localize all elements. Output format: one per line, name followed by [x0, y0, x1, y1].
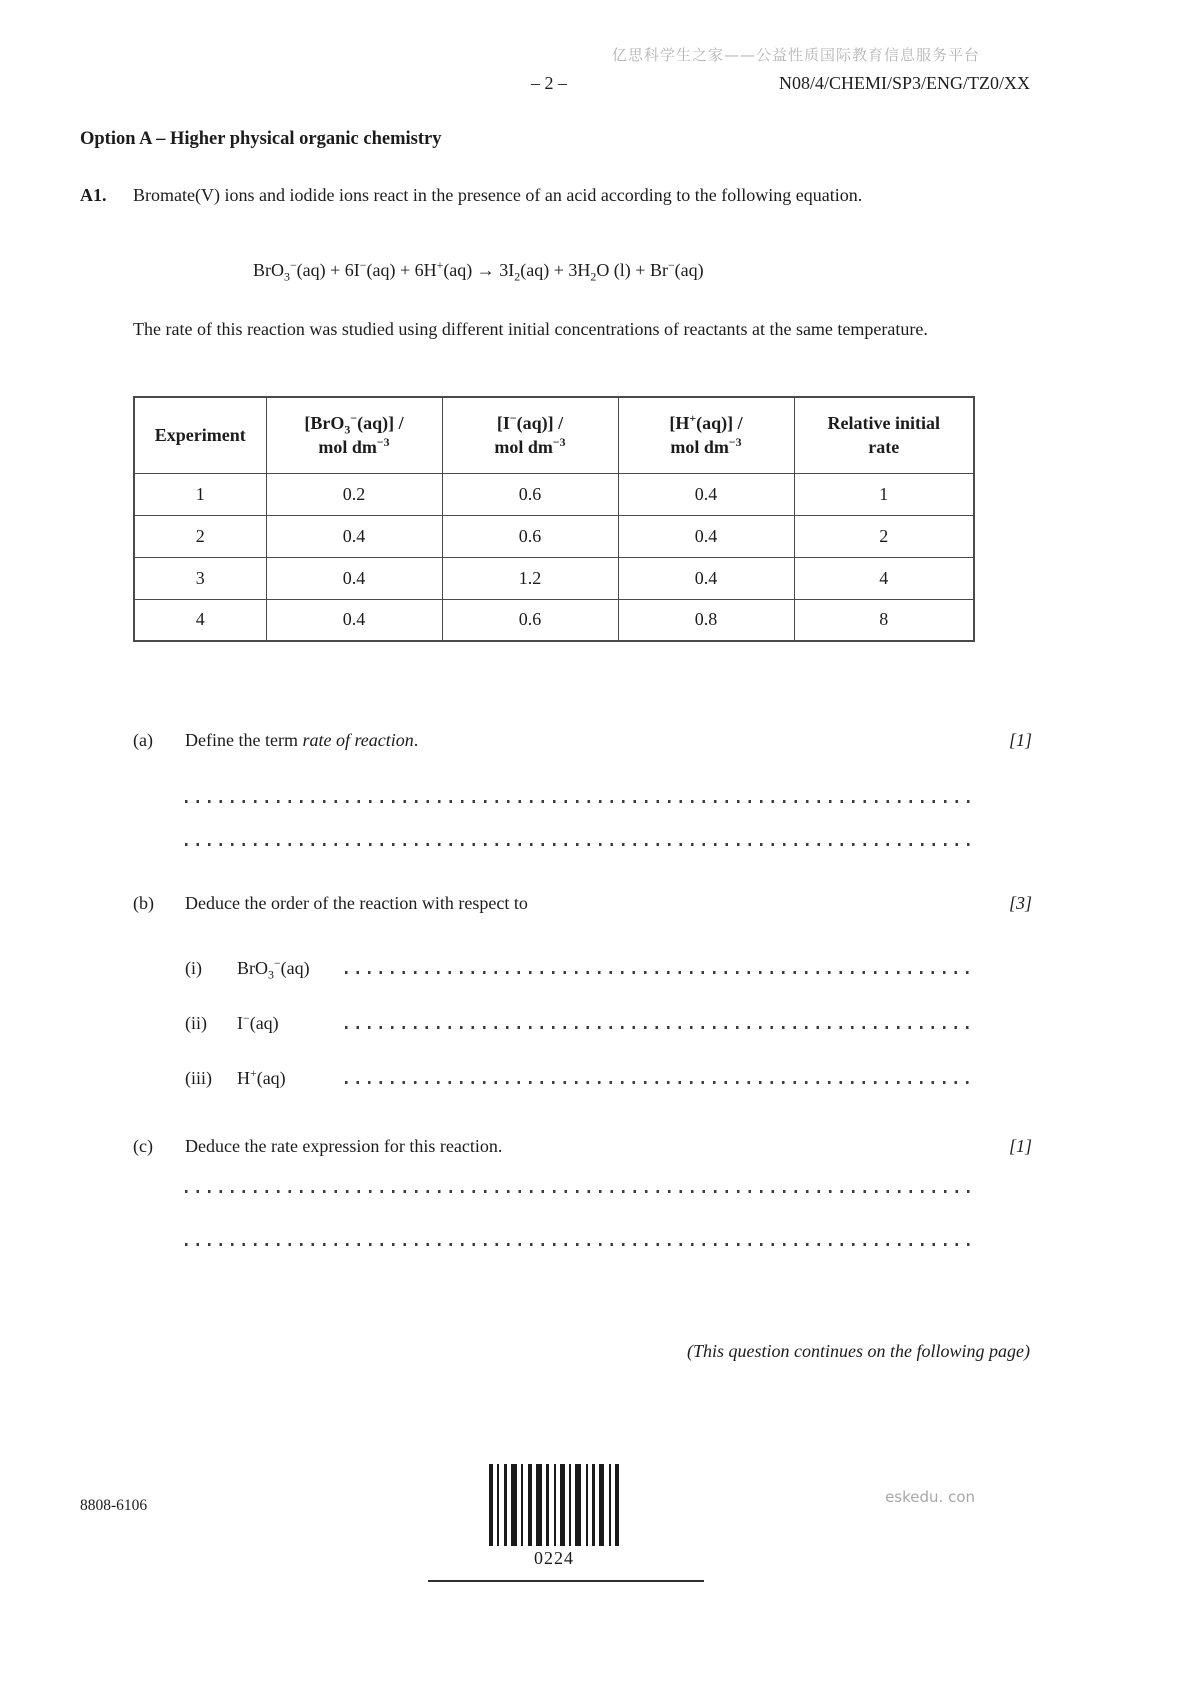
cell: 0.4 [266, 557, 442, 599]
answer-line [345, 1026, 975, 1029]
item-label: (i) [185, 958, 202, 978]
page-number: – 2 – [531, 73, 567, 93]
question-number: A1. [80, 185, 107, 205]
answer-line [185, 1190, 975, 1193]
part-a-label: (a) [133, 730, 153, 750]
paper-code: N08/4/CHEMI/SP3/ENG/TZ0/XX [778, 73, 1030, 93]
table-row [134, 473, 974, 515]
barcode-number: 0224 [534, 1548, 574, 1568]
continuation-note: (This question continues on the following page) [687, 1341, 1030, 1361]
part-c-marks: [1] [1008, 1136, 1032, 1156]
question-a1-intro [80, 182, 1032, 209]
cell: 3 [134, 557, 266, 599]
item-label: (iii) [185, 1068, 212, 1088]
cell: 1 [794, 473, 974, 515]
part-a-prefix: Define the term [185, 730, 303, 750]
results-table [133, 396, 975, 642]
cell: 0.4 [618, 557, 794, 599]
cell: 0.6 [442, 599, 618, 641]
footer-document-code: 8808-6106 [80, 1497, 148, 1514]
col-header-bro3: [BrO$_3$−(aq)] / mol $dm^{-3}$ [266, 397, 442, 473]
site-watermark: eskedu. con [885, 1488, 975, 1506]
cell: 0.4 [618, 515, 794, 557]
cell: 4 [134, 599, 266, 641]
cell: 0.4 [266, 515, 442, 557]
answer-line [345, 971, 975, 974]
answer-line [345, 1081, 975, 1084]
part-b-item-ii [185, 1013, 975, 1034]
table-row [134, 515, 974, 557]
section-title: Option A – Higher physical organic chemistry [80, 129, 442, 149]
cell: 0.4 [618, 473, 794, 515]
part-b-marks: [3] [1008, 893, 1032, 913]
table-row [134, 557, 974, 599]
part-c-label: (c) [133, 1136, 153, 1156]
item-label: (ii) [185, 1013, 207, 1033]
part-a [133, 730, 1032, 751]
cell: 0.2 [266, 473, 442, 515]
part-a-text [185, 730, 1009, 751]
cell: 1 [134, 473, 266, 515]
answer-line [185, 800, 975, 803]
cell: 0.4 [266, 599, 442, 641]
part-c [133, 1136, 1032, 1157]
col-header-rate: Relative initial rate [794, 397, 974, 473]
col-header-iodide: [I−(aq)] / mol $dm^{-3}$ [442, 397, 618, 473]
part-b-item-iii [185, 1068, 975, 1089]
watermark-text: 亿思科学生之家——公益性质国际教育信息服务平台 [611, 46, 980, 64]
part-a-suffix: . [413, 730, 419, 750]
part-a-term: rate of reaction [302, 730, 414, 750]
cell: 2 [134, 515, 266, 557]
part-a-marks: [1] [1008, 730, 1032, 750]
item-formula: BrO$_3$−(aq) [237, 956, 310, 982]
cell: 0.8 [618, 599, 794, 641]
answer-line [185, 1243, 975, 1246]
cell: 0.6 [442, 515, 618, 557]
part-b [133, 893, 1032, 914]
col-header-experiment: Experiment [134, 397, 266, 473]
method-note: The rate of this reaction was studied using different initial concentrations of reactants at the same temperature. [133, 319, 928, 339]
barcode-underline [428, 1580, 704, 1582]
cell: 8 [794, 599, 974, 641]
cell: 0.6 [442, 473, 618, 515]
col-header-hplus: [H+(aq)] / mol $dm^{-3}$ [618, 397, 794, 473]
part-c-text: Deduce the rate expression for this reaction. [185, 1136, 503, 1156]
cell: 1.2 [442, 557, 618, 599]
table-header-row [134, 397, 974, 473]
question-intro-text: Bromate(V) ions and iodide ions react in the presence of an acid according to the following equation. [133, 185, 863, 205]
part-b-text: Deduce the order of the reaction with respect to [185, 893, 528, 913]
item-formula: I−(aq) [237, 1011, 279, 1033]
cell: 2 [794, 515, 974, 557]
item-formula: H+(aq) [237, 1066, 286, 1088]
cell: 4 [794, 557, 974, 599]
table-row [134, 599, 974, 641]
part-b-item-i [185, 956, 975, 982]
answer-line [185, 843, 975, 846]
part-b-label: (b) [133, 893, 154, 913]
barcode [489, 1464, 619, 1546]
chemical-equation: $BrO_3^-(aq) + 6I^-(aq) + 6H^+(aq) \to 3I_2(aq) + 3H_2O$ (l) + Br−(aq) [253, 258, 704, 284]
